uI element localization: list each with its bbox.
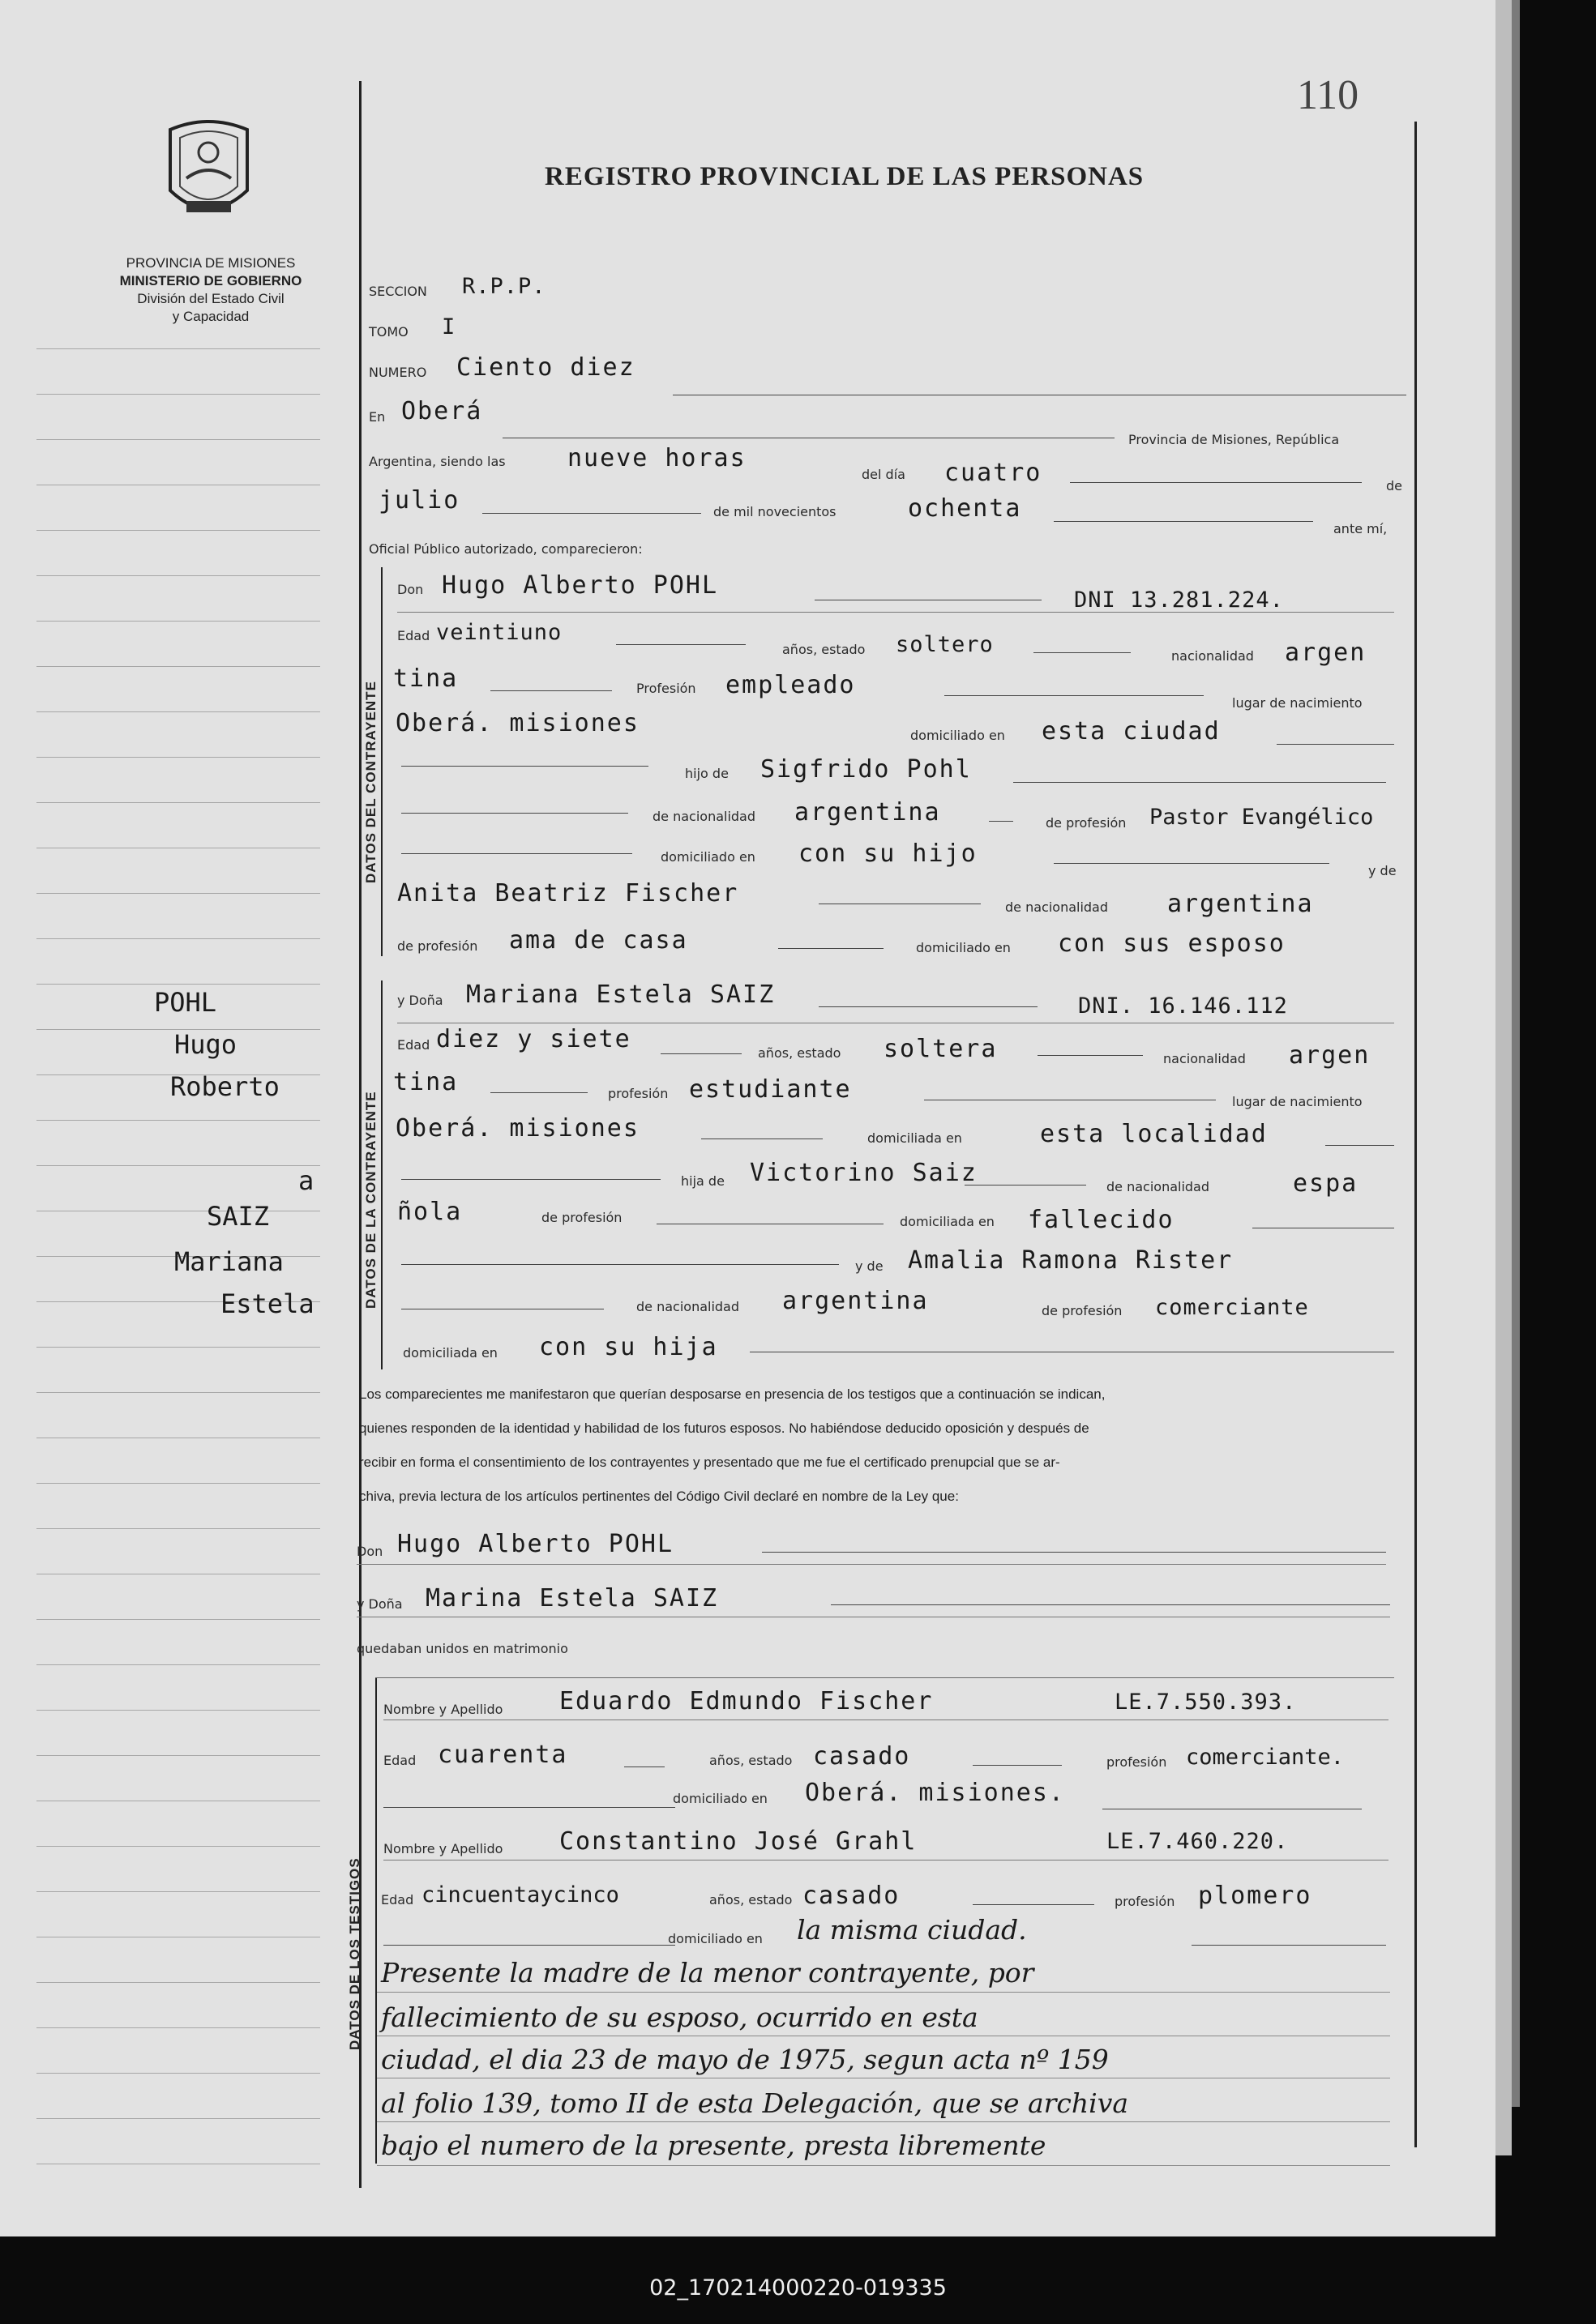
contrayenta-section-label: DATOS DE LA CONTRAYENTE <box>363 1091 379 1309</box>
numero-label: NUMERO <box>369 365 427 380</box>
contrayente-madre-prof: ama de casa <box>509 926 688 955</box>
margin-ruled-line <box>36 1528 320 1529</box>
margin-ruled-line <box>36 938 320 939</box>
margin-note-line-7: Estela <box>220 1288 314 1319</box>
lugar-label: lugar de nacimiento <box>1232 695 1363 711</box>
folio-number: 110 <box>1297 72 1359 118</box>
t2-dom: la misma ciudad. <box>797 1914 1027 1946</box>
contrayenta-nombre: Mariana Estela SAIZ <box>466 980 776 1009</box>
contrayenta-edad-label: Edad <box>397 1037 430 1053</box>
t2-edad: cincuentaycinco <box>421 1882 619 1907</box>
horas-value: nueve horas <box>567 444 747 472</box>
madre-dom-label: domiciliado en <box>916 940 1011 955</box>
contrayente-madre-dom: con sus esposo <box>1058 929 1286 958</box>
margin-note-line-5: SAIZ <box>207 1201 270 1232</box>
org-block <box>81 254 340 326</box>
contrayenta-madre-dom-label: domiciliada en <box>403 1345 498 1361</box>
tomo-value: I <box>442 314 456 340</box>
contrayenta-madre-nac-label: de nacionalidad <box>636 1299 740 1314</box>
contrayenta-box-line <box>381 980 383 1369</box>
margin-ruled-line <box>36 1710 320 1711</box>
contrayenta-domiciliada-label: domiciliada en <box>867 1130 962 1146</box>
contrayenta-hija-label: hija de <box>681 1173 725 1189</box>
declaracion-line-4: chiva, previa lectura de los artículos pertinentes del Código Civil declaré en nombre de la Ley que: <box>359 1489 959 1504</box>
margin-ruled-line <box>36 757 320 758</box>
t1-dom: Oberá. misiones. <box>805 1779 1065 1807</box>
page-edge-shadow <box>1512 0 1520 2107</box>
contrayenta-profesion: estudiante <box>689 1075 852 1104</box>
margin-ruled-line <box>36 2027 320 2028</box>
contrayenta-y-de-label: y de <box>855 1258 884 1274</box>
margin-ruled-line <box>36 1846 320 1847</box>
contrayenta-madre: Amalia Ramona Rister <box>908 1246 1234 1275</box>
margin-ruled-line <box>36 348 320 349</box>
margin-ruled-line <box>36 1755 320 1756</box>
margin-ruled-line <box>36 802 320 803</box>
mes-value: julio <box>379 486 460 515</box>
t1-estado: casado <box>813 1742 911 1771</box>
t2-anios-label: años, estado <box>709 1892 793 1907</box>
tomo-label: TOMO <box>369 324 409 340</box>
margin-note-line-3: Roberto <box>170 1071 280 1102</box>
en-value: Oberá <box>401 397 483 425</box>
seccion-value: R.P.P. <box>462 274 546 299</box>
contrayente-nacionalidad-a: argen <box>1285 639 1367 667</box>
margin-ruled-line <box>36 439 320 440</box>
contrayente-lugar: Oberá. misiones <box>396 709 640 737</box>
margin-ruled-line <box>36 530 320 531</box>
contrayenta-edad: diez y siete <box>436 1025 631 1053</box>
madre-prof-label: de profesión <box>397 938 478 954</box>
don-label: Don <box>397 582 424 597</box>
t1-dom-label: domiciliado en <box>673 1791 768 1806</box>
image-caption: 02_170214000220-019335 <box>649 2275 947 2301</box>
contrayente-nacionalidad-b: tina <box>393 664 459 693</box>
testigos-note-line-5: bajo el numero de la presente, presta libremente <box>381 2130 1046 2161</box>
t1-nombre: Eduardo Edmundo Fischer <box>559 1687 934 1715</box>
margin-ruled-line <box>36 621 320 622</box>
margin-ruled-line <box>36 984 320 985</box>
t1-profesion-label: profesión <box>1106 1754 1167 1770</box>
contrayenta-padre-nac-label: de nacionalidad <box>1106 1179 1210 1194</box>
t2-dom-label: domiciliado en <box>668 1931 763 1946</box>
contrayenta-lugar: Oberá. misiones <box>396 1114 640 1143</box>
y-de-label: y de <box>1368 863 1397 878</box>
margin-ruled-line <box>36 711 320 712</box>
anio-value: ochenta <box>908 494 1022 523</box>
document-title: REGISTRO PROVINCIAL DE LAS PERSONAS <box>545 162 1145 191</box>
contrayenta-anios-label: años, estado <box>758 1045 841 1061</box>
margin-ruled-line <box>36 1619 320 1620</box>
contrayenta-padre: Victorino Saiz <box>750 1159 978 1187</box>
testigos-note-line-1: Presente la madre de la menor contrayente, por <box>381 1957 1034 1989</box>
right-border-line <box>1414 122 1417 2147</box>
testigos-box-line <box>375 1677 377 2164</box>
contrayenta-profesion-label: profesión <box>608 1086 669 1101</box>
contrayente-madre: Anita Beatriz Fischer <box>397 879 739 908</box>
declaracion-line-3: recibir en forma el consentimiento de los contrayentes y presentado que me fue el certificado prenupcial que se ar- <box>359 1455 1060 1470</box>
contrayenta-nacionalidad-label: nacionalidad <box>1163 1051 1246 1066</box>
provincia-label: Provincia de Misiones, República <box>1128 432 1340 447</box>
ante-label: ante mí, <box>1333 521 1388 536</box>
decl-dona-value: Marina Estela SAIZ <box>426 1584 719 1613</box>
t2-le: LE.7.460.220. <box>1106 1829 1289 1854</box>
org-province: PROVINCIA DE MISIONES <box>126 255 296 271</box>
argentina-label: Argentina, siendo las <box>369 454 506 469</box>
contrayenta-estado: soltera <box>884 1035 998 1063</box>
margin-ruled-line <box>36 2073 320 2074</box>
t2-profesion-label: profesión <box>1115 1894 1175 1909</box>
contrayenta-padre-nac-a: espa <box>1293 1169 1359 1198</box>
contrayente-section-label: DATOS DEL CONTRAYENTE <box>363 681 379 883</box>
t1-edad-label: Edad <box>383 1753 417 1768</box>
padre-dom-label: domiciliado en <box>661 849 755 865</box>
en-label: En <box>369 409 386 425</box>
unidos-text: quedaban unidos en matrimonio <box>357 1641 568 1656</box>
margin-ruled-line <box>36 394 320 395</box>
anios-label: años, estado <box>782 642 866 657</box>
contrayente-padre: Sigfrido Pohl <box>760 755 972 784</box>
testigos-note-line-2: fallecimiento de su esposo, ocurrido en esta <box>381 2001 978 2033</box>
contrayenta-nacionalidad-b: tina <box>393 1068 459 1096</box>
contrayenta-madre-prof: comerciante <box>1155 1295 1309 1320</box>
contrayenta-padre-dom: fallecido <box>1028 1206 1175 1234</box>
t1-nombre-label: Nombre y Apellido <box>383 1702 503 1717</box>
contrayenta-lugar-label: lugar de nacimiento <box>1232 1094 1363 1109</box>
nacionalidad-label: nacionalidad <box>1171 648 1254 664</box>
margin-ruled-line <box>36 1483 320 1484</box>
page-edge <box>1495 0 1512 2155</box>
org-capacity: y Capacidad <box>172 309 250 324</box>
contrayenta-dni: DNI. 16.146.112 <box>1078 993 1288 1019</box>
margin-ruled-line <box>36 575 320 576</box>
padre-nac-label: de nacionalidad <box>653 809 756 824</box>
margin-note-line-2: Hugo <box>174 1029 237 1060</box>
t1-le: LE.7.550.393. <box>1115 1690 1297 1715</box>
contrayente-nombre: Hugo Alberto POHL <box>442 571 719 600</box>
declaracion-line-1: Los comparecientes me manifestaron que querían desposarse en presencia de los testigos que a continuación se indican, <box>359 1386 1106 1402</box>
seccion-label: SECCION <box>369 284 427 299</box>
t2-estado: casado <box>802 1882 901 1910</box>
contrayenta-padre-prof-label: de profesión <box>541 1210 623 1225</box>
testigos-note-line-4: al folio 139, tomo II de esta Delegación, que se archiva <box>381 2087 1129 2119</box>
margin-note-line-6: Mariana <box>174 1246 284 1277</box>
decl-don-label: Don <box>357 1544 383 1559</box>
contrayente-padre-prof: Pastor Evangélico <box>1149 805 1374 830</box>
t2-nombre: Constantino José Grahl <box>559 1827 918 1856</box>
margin-ruled-line <box>36 1392 320 1393</box>
contrayente-madre-nac: argentina <box>1167 890 1314 918</box>
del-dia-label: del día <box>862 467 905 482</box>
contrayente-profesion: empleado <box>725 671 856 699</box>
contrayente-box-line <box>381 567 383 956</box>
t1-anios-label: años, estado <box>709 1753 793 1768</box>
dia-value: cuatro <box>944 459 1042 487</box>
mil-label: de mil novecientos <box>713 504 837 519</box>
margin-ruled-line <box>36 666 320 667</box>
madre-nac-label: de nacionalidad <box>1005 899 1109 915</box>
contrayente-edad: veintiuno <box>436 620 563 645</box>
declaracion-text <box>359 1378 1397 1514</box>
margin-note-line-1: POHL <box>154 987 217 1018</box>
t2-edad-label: Edad <box>381 1892 414 1907</box>
decl-dona-label: y Doña <box>357 1596 403 1612</box>
margin-ruled-line <box>36 893 320 894</box>
contrayente-domicilio: esta ciudad <box>1042 717 1221 745</box>
contrayenta-nacionalidad-a: argen <box>1289 1041 1371 1070</box>
margin-ruled-line <box>36 1982 320 1983</box>
profesion-label: Profesión <box>636 681 696 696</box>
testigos-note-line-3: ciudad, el dia 23 de mayo de 1975, segun acta nº 159 <box>381 2044 1109 2075</box>
contrayenta-padre-nac-b: ñola <box>397 1198 463 1226</box>
org-ministry: MINISTERIO DE GOBIERNO <box>119 273 302 288</box>
margin-ruled-line <box>36 1891 320 1892</box>
numero-value: Ciento diez <box>456 353 635 382</box>
contrayente-padre-dom: con su hijo <box>798 839 978 868</box>
t1-edad: cuarenta <box>438 1741 568 1769</box>
contrayenta-madre-dom: con su hija <box>539 1333 718 1361</box>
contrayenta-domicilio: esta localidad <box>1040 1120 1268 1148</box>
contrayenta-madre-nac: argentina <box>782 1287 929 1315</box>
margin-ruled-line <box>36 2118 320 2119</box>
declaracion-line-2: quienes responden de la identidad y habilidad de los futuros esposos. No habiéndose deducido oposición y después de <box>359 1420 1089 1436</box>
org-division: División del Estado Civil <box>137 291 285 306</box>
contrayenta-padre-dom-label: domiciliada en <box>900 1214 995 1229</box>
t2-nombre-label: Nombre y Apellido <box>383 1841 503 1856</box>
hijo-label: hijo de <box>685 766 729 781</box>
decl-don-value: Hugo Alberto POHL <box>397 1530 674 1558</box>
dona-label: y Doña <box>397 993 443 1008</box>
contrayente-estado: soltero <box>896 632 994 657</box>
margin-ruled-line <box>36 1120 320 1121</box>
testigos-section-label: DATOS DE LOS TESTIGOS <box>347 1857 362 2050</box>
domiciliado-label: domiciliado en <box>910 728 1005 743</box>
t1-profesion: comerciante. <box>1186 1745 1345 1770</box>
margin-ruled-line <box>36 1165 320 1166</box>
margin-note-line-4: a <box>298 1165 314 1196</box>
margin-ruled-line <box>36 1664 320 1665</box>
padre-prof-label: de profesión <box>1046 815 1127 831</box>
margin-ruled-line <box>36 1347 320 1348</box>
t2-profesion: plomero <box>1198 1882 1312 1910</box>
oficial-label: Oficial Público autorizado, comparecieron: <box>369 541 643 557</box>
edad-label: Edad <box>397 628 430 643</box>
contrayenta-madre-prof-label: de profesión <box>1042 1303 1123 1318</box>
contrayente-dni: DNI 13.281.224. <box>1074 587 1284 613</box>
provincial-seal <box>162 113 255 227</box>
contrayente-padre-nac: argentina <box>794 798 941 827</box>
de-label: de <box>1386 478 1402 493</box>
